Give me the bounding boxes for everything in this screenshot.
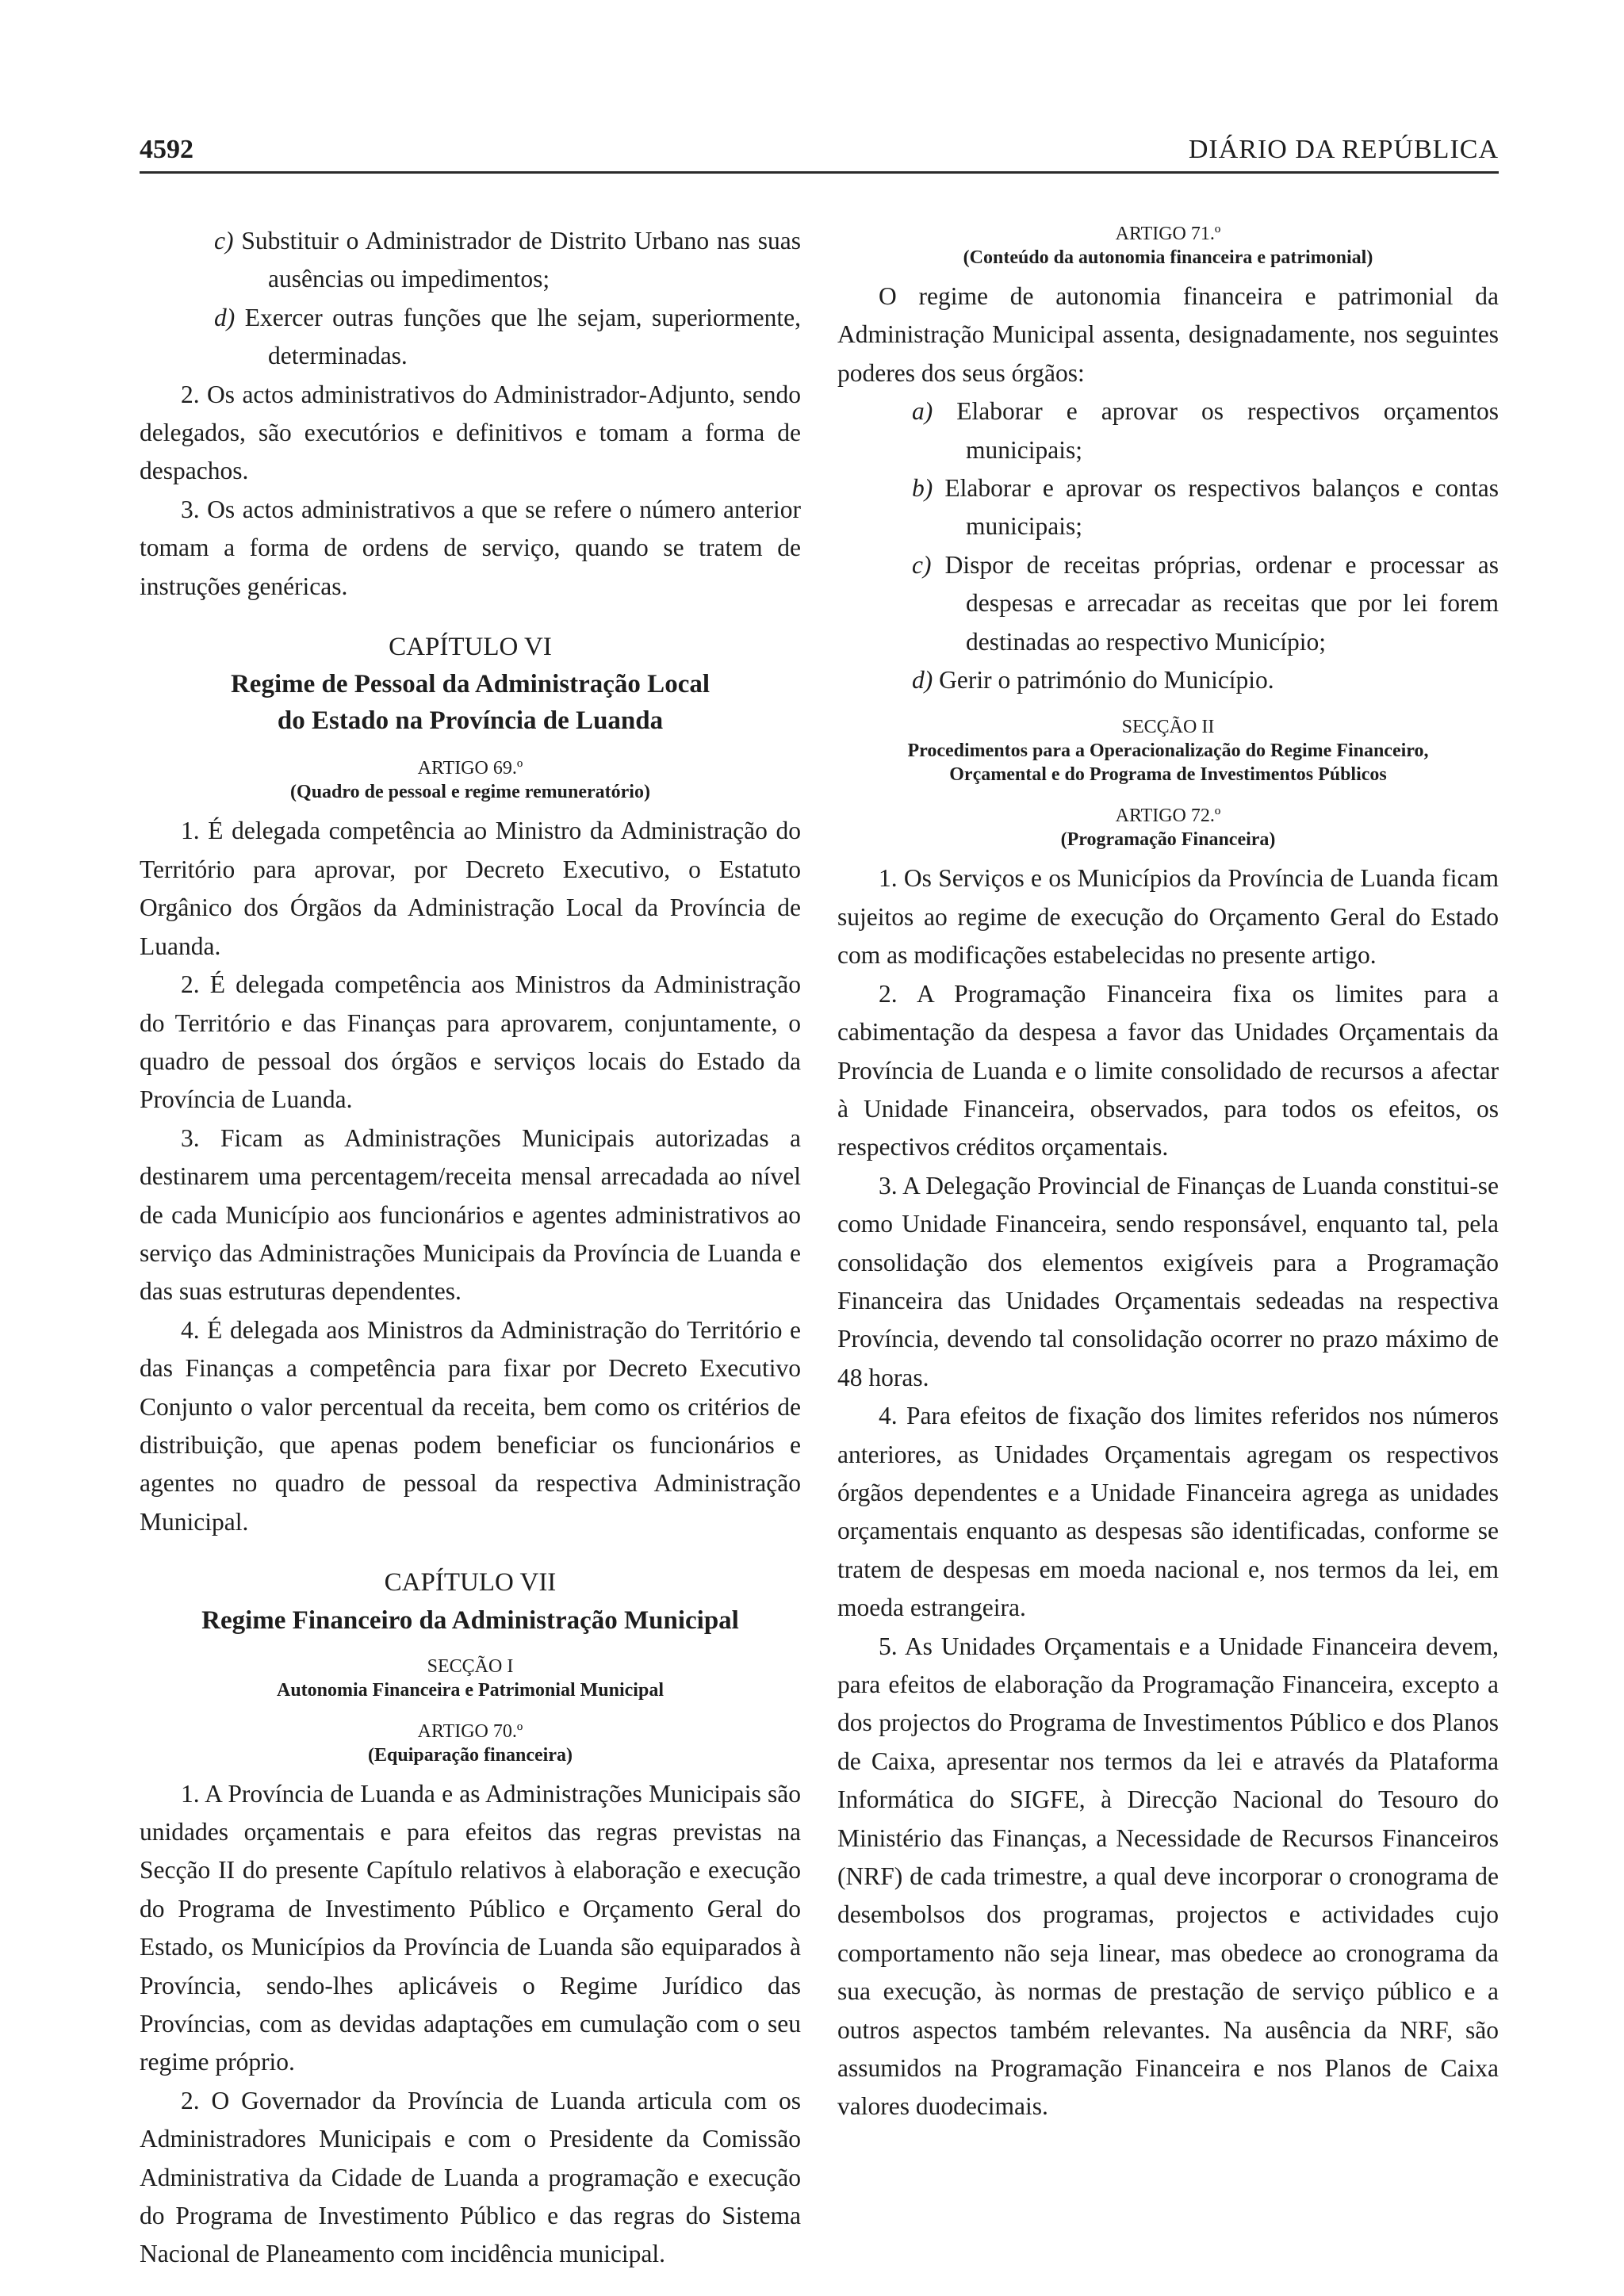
- paragraph: 4. Para efeitos de fixação dos limites referidos nos números anteriores, as Unidades Orçamentais agregam os respectivos órgãos dependentes e a Unidade Financeira agrega as unidades orçamentais enquanto as despesas são identificadas, conforme se tratem de despesas em moeda nacional e, nos termos da lei, em moeda estrangeira.: [837, 1402, 1499, 1622]
- chapter-label: CAPÍTULO VI: [389, 633, 552, 662]
- section-title: Procedimentos para a Operacionalização do Regime Financeiro,: [907, 740, 1429, 762]
- list-item-b: [837, 469, 1499, 546]
- list-item-c: [837, 546, 1499, 661]
- paragraph: 2. O Governador da Província de Luanda articula com os Administradores Municipais e com o Presidente da Comissão Administrativa da Cidade de Luanda a programação e execução do Programa de Investimento Público e das regras do Sistema Nacional de Planeamento com incidência municipal.: [140, 2086, 801, 2268]
- chapter-title: Regime de Pessoal da Administração Local: [230, 670, 710, 699]
- list-item-c: [140, 222, 801, 299]
- list-item-letter: d): [912, 666, 933, 695]
- list-item-text: Exercer outras funções que lhe sejam, superiormente, determinadas.: [244, 303, 802, 370]
- article-label: ARTIGO 70.º: [417, 1720, 523, 1742]
- chapter-title: do Estado na Província de Luanda: [277, 706, 664, 736]
- paragraph: 3. Os actos administrativos a que se refere o número anterior tomam a forma de ordens de serviço, quando se tratem de instruções genéricas.: [140, 495, 801, 600]
- list-item-letter: b): [912, 474, 933, 503]
- list-item-text: Elaborar e aprovar os respectivos orçamentos municipais;: [956, 397, 1499, 464]
- paragraph: 3. A Delegação Provincial de Finanças de Luanda constitui-se como Unidade Financeira, sendo responsável, enquanto tal, pela consolidação dos elementos exigíveis para a Programação Financeira das Unidades Orçamentais sedeadas na respectiva Província, devendo tal consolidação ocorrer no prazo máximo de 48 horas.: [837, 1171, 1499, 1391]
- paragraph: 2. É delegada competência aos Ministros da Administração do Território e das Finanças para aprovarem, conjuntamente, o quadro de pessoal dos órgãos e serviços locais do Estado da Província de Luanda.: [140, 970, 801, 1114]
- list-item-text: Substituir o Administrador de Distrito Urbano nas suas ausências ou impedimentos;: [241, 227, 802, 293]
- list-item-letter: d): [214, 303, 236, 331]
- page-number: 4592: [140, 135, 193, 164]
- page-header: [140, 127, 1499, 174]
- paragraph: 2. A Programação Financeira fixa os limites para a cabimentação da despesa a favor das Unidades Orçamentais da Província de Luanda e o limite consolidado de recursos a afectar à Unidade Financeira, observados, para todos os efeitos, os respectivos créditos orçamentais.: [837, 979, 1499, 1161]
- list-item-letter: a): [912, 397, 933, 426]
- article-label: ARTIGO 69.º: [417, 758, 523, 779]
- list-item-a: [837, 392, 1499, 469]
- paragraph: 1. Os Serviços e os Municípios da Província de Luanda ficam sujeitos ao regime de execução do Orçamento Geral do Estado com as modificações estabelecidas no presente artigo.: [837, 864, 1499, 970]
- article-title: (Conteúdo da autonomia financeira e patrimonial): [963, 247, 1373, 268]
- list-item-text: Dispor de receitas próprias, ordenar e processar as despesas e arrecadar as receitas que por lei forem destinadas ao respectivo Município;: [944, 550, 1500, 656]
- journal-title: DIÁRIO DA REPÚBLICA: [1188, 135, 1499, 164]
- left-column: [140, 222, 801, 2274]
- list-item-text: Gerir o património do Município.: [939, 666, 1274, 695]
- article-title: (Quadro de pessoal e regime remuneratório): [290, 782, 650, 803]
- paragraph: 4. É delegada aos Ministros da Administração do Território e das Finanças a competência para fixar por Decreto Executivo Conjunto o valor percentual da receita, bem como os critérios de distribuição, que apenas podem beneficiar os funcionários e agentes no quadro de pessoal da respectiva Administração Municipal.: [140, 1315, 801, 1536]
- chapter-label: CAPÍTULO VII: [384, 1568, 557, 1598]
- right-column: [837, 222, 1499, 2126]
- paragraph: 1. A Província de Luanda e as Administrações Municipais são unidades orçamentais e para efeitos das regras previstas na Secção II do presente Capítulo relativos à elaboração e execução do Programa de Investimento Público e Orçamento Geral do Estado, os Municípios da Província de Luanda são equiparados à Província, sendo-lhes aplicáveis o Regime Jurídico das Províncias, com as devidas adaptações em cumulação com o seu regime próprio.: [140, 1779, 801, 2076]
- article-title: (Programação Financeira): [1060, 829, 1276, 851]
- article-label: ARTIGO 72.º: [1115, 806, 1221, 827]
- list-item-letter: c): [214, 227, 234, 254]
- section-title: Autonomia Financeira e Patrimonial Municipal: [277, 1679, 664, 1701]
- section-label: SECÇÃO I: [427, 1655, 514, 1677]
- paragraph: 1. É delegada competência ao Ministro da Administração do Território para aprovar, por Decreto Executivo, o Estatuto Orgânico dos Órgãos da Administração Local da Província de Luanda.: [140, 817, 801, 960]
- list-item-letter: c): [912, 550, 932, 579]
- paragraph: 3. Ficam as Administrações Municipais autorizadas a destinarem uma percentagem/receita mensal arrecadada ao nível de cada Município aos funcionários e agentes administrativos ao serviço das Administrações Municipais da Província de Luanda e das suas estruturas dependentes.: [140, 1123, 801, 1306]
- paragraph: O regime de autonomia financeira e patrimonial da Administração Municipal assenta, designadamente, nos seguintes poderes dos seus órgãos:: [837, 282, 1499, 387]
- list-item-d: [140, 299, 801, 376]
- section-title: Orçamental e do Programa de Investimentos Públicos: [949, 764, 1387, 786]
- list-item-d: [837, 661, 1499, 699]
- list-item-text: Elaborar e aprovar os respectivos balanços e contas municipais;: [944, 474, 1500, 541]
- article-label: ARTIGO 71.º: [1115, 224, 1221, 244]
- article-title: (Equiparação financeira): [368, 1744, 573, 1766]
- paragraph: 2. Os actos administrativos do Administrador-Adjunto, sendo delegados, são executórios e definitivos e tomam a forma de despachos.: [140, 380, 801, 485]
- paragraph: 5. As Unidades Orçamentais e a Unidade Financeira devem, para efeitos de elaboração da Programação Financeira, excepto a dos projectos do Programa de Investimentos Público e dos Planos de Caixa, apresentar nos termos da lei e através da Plataforma Informática do SIGFE, à Direcção Nacional do Tesouro do Ministério das Finanças, a Necessidade de Recursos Financeiros (NRF) de cada trimestre, a qual deve incorporar o cronograma de desembolsos dos programas, projectos e actividades cujo comportamento não seja linear, mas obedece ao cronograma da sua execução, às normas de prestação de serviço público e a outros aspectos também relevantes. Na ausência da NRF, são assumidos na Programação Financeira e nos Planos de Caixa valores duodecimais.: [837, 1632, 1499, 2121]
- section-label: SECÇÃO II: [1121, 717, 1215, 738]
- chapter-title: Regime Financeiro da Administração Municipal: [201, 1605, 739, 1635]
